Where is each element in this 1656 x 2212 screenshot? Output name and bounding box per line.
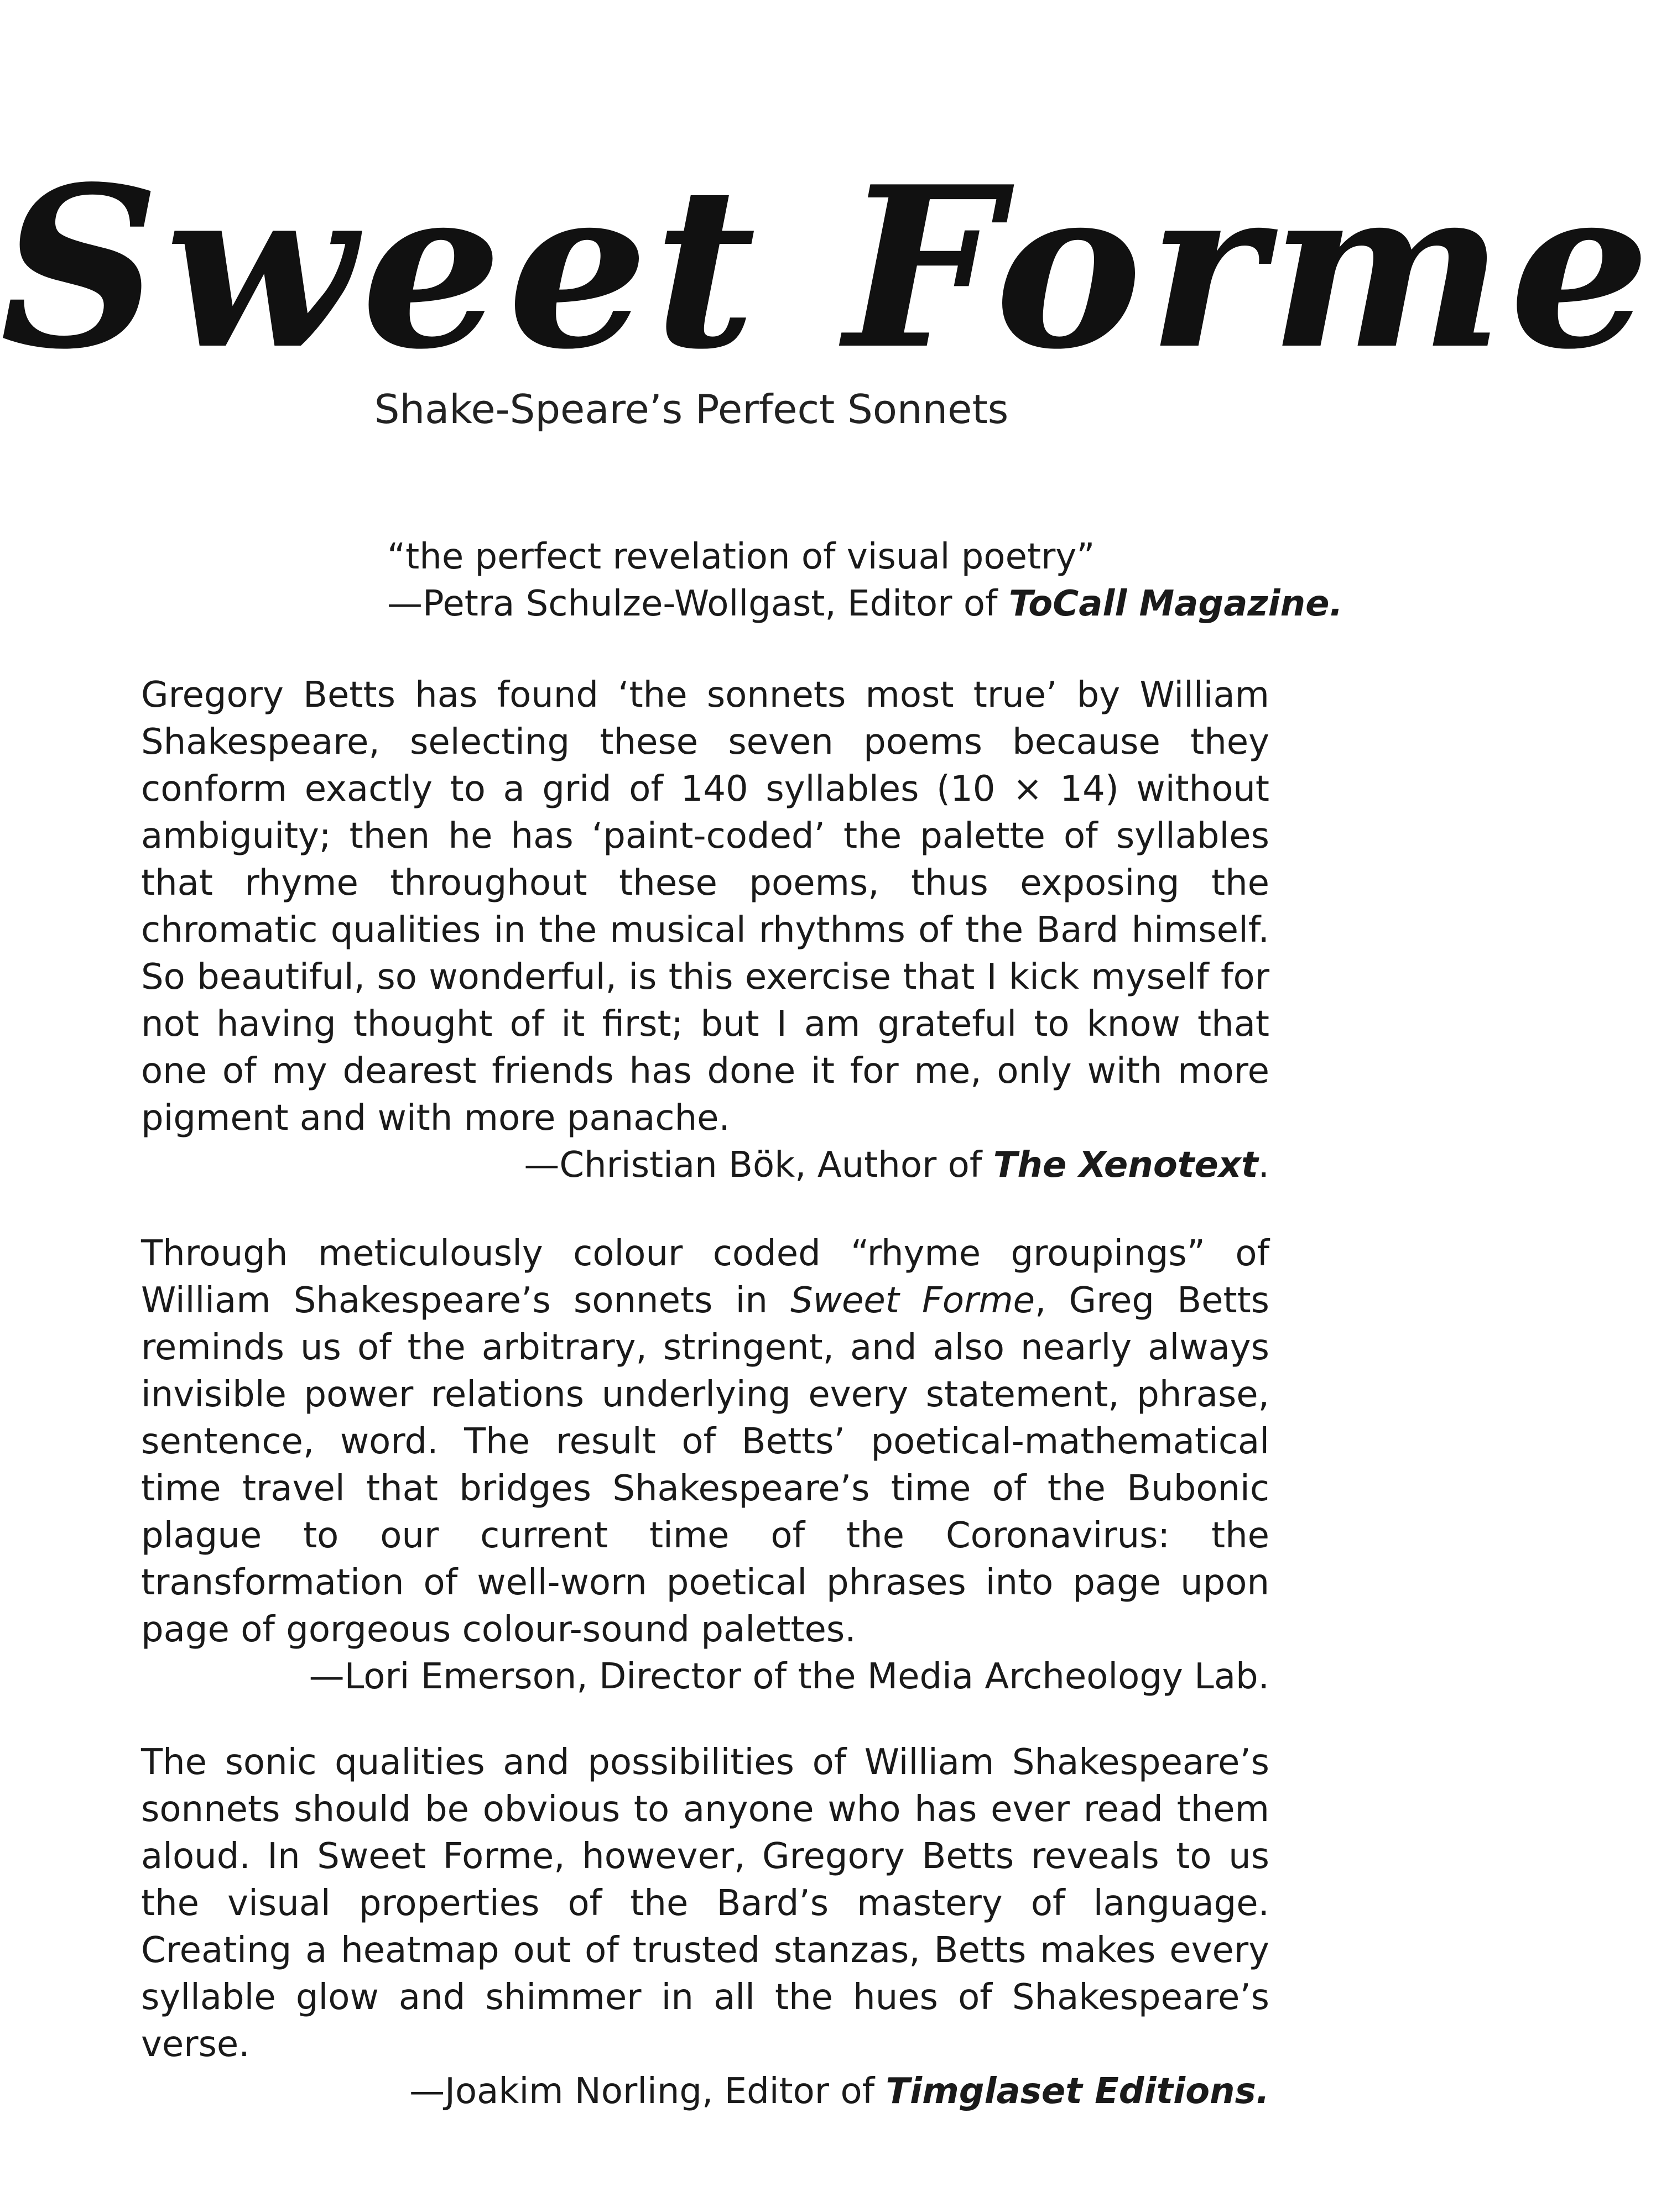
attribution-name: —Christian Bök, Author of: [524, 1145, 993, 1186]
attribution-publication: ToCall Magazine.: [1008, 583, 1343, 624]
blurb-attribution: [387, 581, 1343, 628]
blurb-text: The sonic qualities and possibilities of William Shakespeare’s sonnets should be obvious to anyone who has ever read them aloud. In Sweet Forme, however, Gregory Betts reveals to us the visual properties of the Bard’s mastery of language. Creating a heatmap out of trusted stanzas, Betts makes every syllable glow and shimmer in all the hues of Shakespeare’s verse.: [141, 1742, 1269, 2065]
blurb-text: Gregory Betts has found ‘the sonnets most true’ by William Shakespeare, selecting these seven poems because they conform exactly to a grid of 140 syllables (10 × 14) without ambiguity; then he has ‘paint-coded’ the palette of syllables that rhyme throughout these poems, thus exposing the chromatic qualities in the musical rhythms of the Bard himself. So beautiful, so wonderful, is this exercise that I kick myself for not having thought of it first; but I am grateful to know that one of my dearest friends has done it for me, only with more pigment and with more panache.: [141, 675, 1269, 1139]
book-title: Sweet Forme: [0, 138, 1656, 398]
attribution-publication: The Xenotext: [993, 1145, 1258, 1186]
attribution-name: —Joakim Norling, Editor of: [409, 2071, 886, 2112]
blurb-quote: “the perfect revelation of visual poetry”: [387, 536, 1095, 577]
blurb-text: [141, 1230, 1269, 1653]
blurb-book-title: Sweet Forme: [790, 1280, 1035, 1321]
blurb-text-start: Through meticulously colour coded “rhyme groupings” of William Shakespeare’s sonnets in: [141, 1233, 1269, 1321]
blurb-attribution: [141, 2068, 1269, 2115]
attribution-suffix: .: [1258, 1145, 1269, 1186]
attribution-name: —Petra Schulze-Wollgast, Editor of: [387, 583, 1009, 624]
attribution-publication: Timglaset Editions.: [886, 2071, 1269, 2112]
blurb-christian-bok: [141, 672, 1269, 1189]
blurb-attribution: [141, 1142, 1269, 1189]
book-subtitle: Shake-Speare’s Perfect Sonnets: [374, 386, 1009, 432]
blurb-text-end: , Greg Betts reminds us of the arbitrary, stringent, and also nearly always invisible power relations underlying every statement, phrase, sentence, word. The result of Betts’ poetical-mathematical time travel that bridges Shakespeare’s time of the Bubonic plague to our current time of the Coronavirus: the transformation of well-worn poetical phrases into page upon page of gorgeous colour-sound palettes.: [141, 1280, 1269, 1650]
blurb-joakim-norling: [141, 1739, 1269, 2115]
blurb-petra-schulze-wollgast: [387, 534, 1343, 628]
blurb-lori-emerson: [141, 1230, 1269, 1700]
blurb-attribution: —Lori Emerson, Director of the Media Archeology Lab.: [309, 1656, 1269, 1697]
